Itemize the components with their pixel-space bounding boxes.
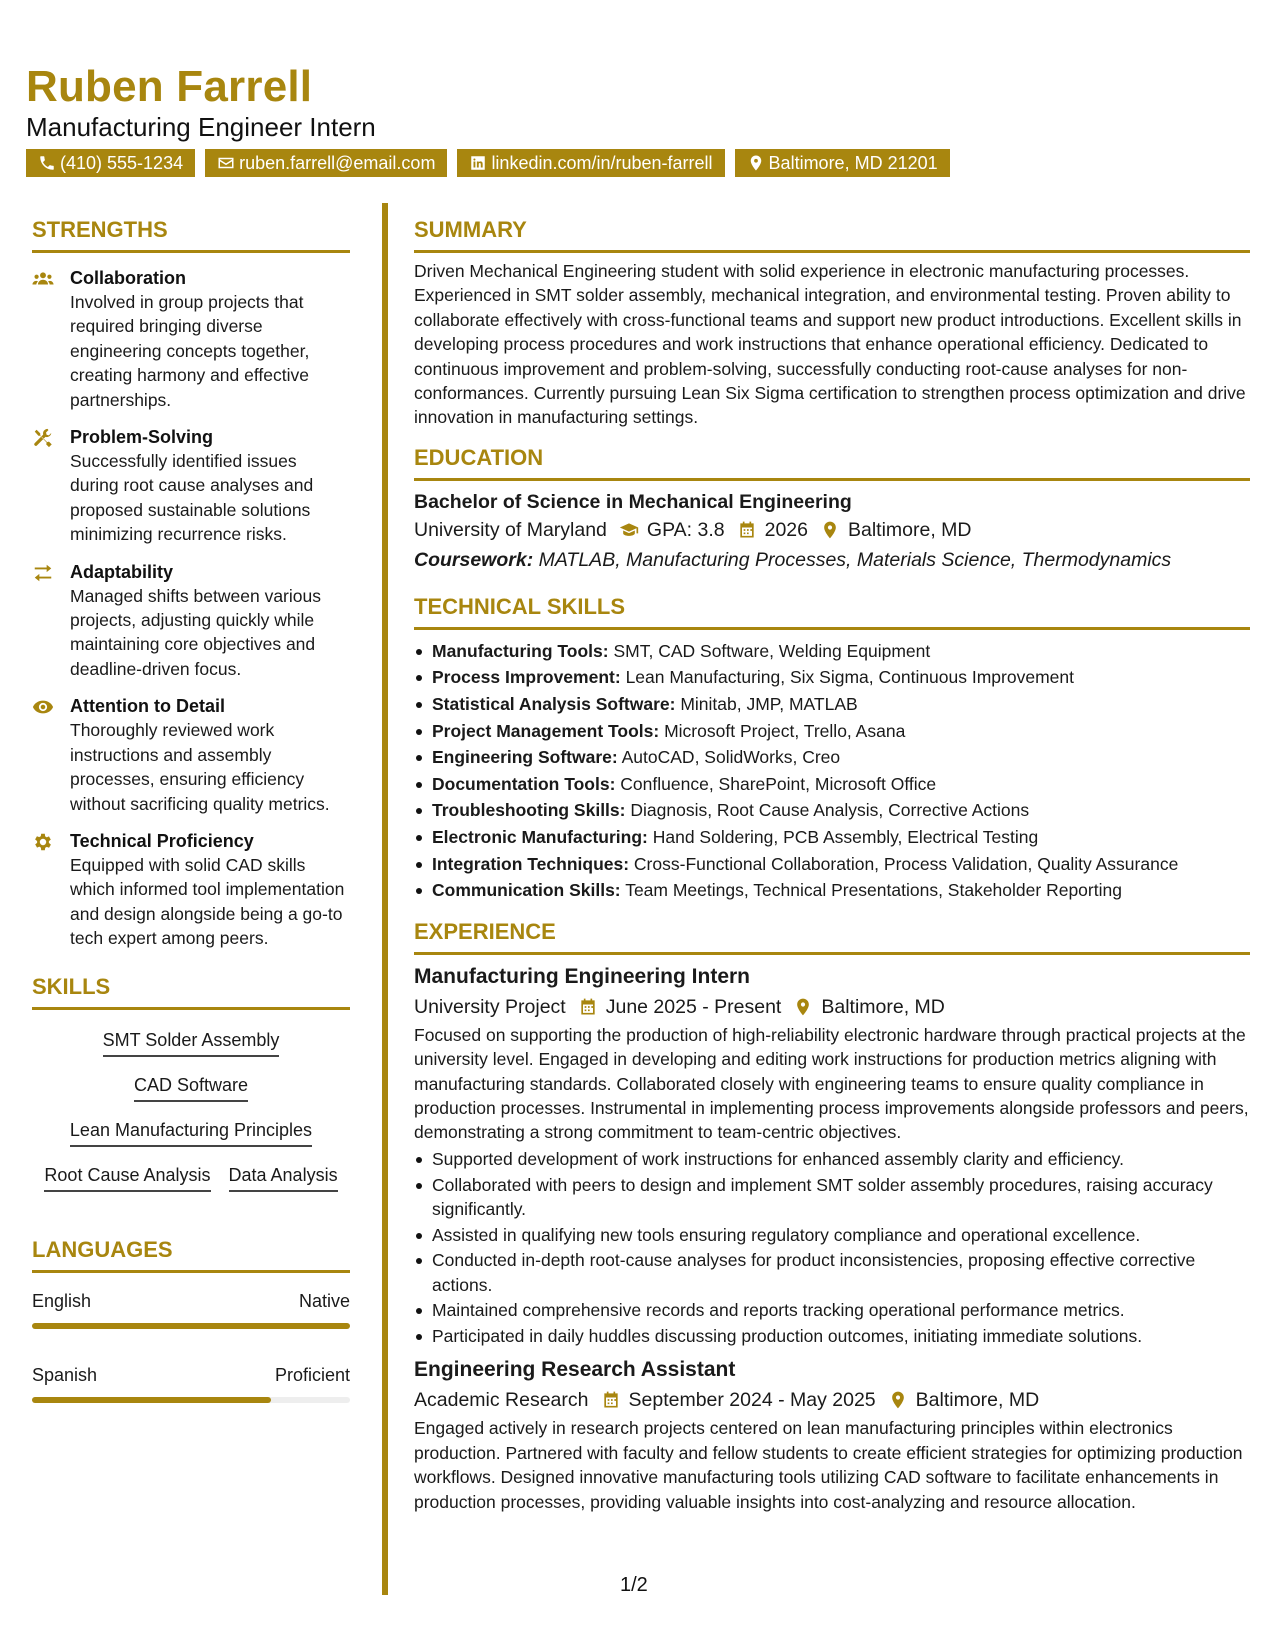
education-degree: Bachelor of Science in Mechanical Engineering [414, 490, 852, 513]
contact-linkedin[interactable] [457, 149, 724, 177]
tech-skill-label: Statistical Analysis Software: [432, 694, 676, 715]
strength-item [32, 266, 350, 412]
skill-tag: Data Analysis [229, 1163, 338, 1192]
tech-skill-value: Confluence, SharePoint, Microsoft Office [620, 773, 937, 794]
job-dates: June 2025 - Present [605, 995, 782, 1018]
education-heading: EDUCATION [414, 444, 1250, 481]
gear-icon [32, 831, 54, 853]
tools-icon [32, 427, 54, 449]
location-pin-icon [820, 520, 840, 540]
tech-skill-value: Microsoft Project, Trello, Asana [664, 720, 906, 741]
phone-icon [38, 154, 56, 172]
skills-list [32, 1028, 350, 1192]
language-name: English [32, 1290, 92, 1311]
tech-skill-label: Project Management Tools: [432, 720, 660, 741]
calendar-icon [601, 1390, 621, 1410]
strength-title: Problem-Solving [70, 427, 214, 448]
list-item [414, 638, 1250, 665]
language-bar [32, 1323, 350, 1329]
list-item [414, 824, 1250, 851]
eye-icon [32, 696, 54, 718]
list-item: Maintained comprehensive records and reports tracking operational performance metrics. [414, 1298, 1250, 1322]
tech-skill-label: Integration Techniques: [432, 853, 630, 874]
contact-phone[interactable] [26, 149, 195, 177]
list-item [414, 771, 1250, 798]
resume-header [26, 58, 1256, 177]
tech-skill-value: Minitab, JMP, MATLAB [680, 694, 858, 715]
technical-skills-list [414, 638, 1250, 904]
job-title: Engineering Research Assistant [414, 1358, 736, 1382]
contact-location-text: Baltimore, MD 21201 [768, 152, 938, 173]
language-item [32, 1289, 350, 1329]
strength-item [32, 829, 350, 951]
job-meta [414, 1384, 1250, 1416]
list-item [414, 851, 1250, 878]
job-entry [414, 1356, 1250, 1514]
list-item [414, 718, 1250, 745]
column-divider [382, 203, 388, 1595]
skill-tag: CAD Software [134, 1073, 248, 1102]
tech-skill-value: Lean Manufacturing, Six Sigma, Continuous Improvement [625, 667, 1074, 688]
strength-item [32, 425, 350, 547]
job-meta [414, 991, 1250, 1023]
contact-bar [26, 149, 1256, 177]
graduation-cap-icon [619, 520, 639, 540]
tech-skill-label: Manufacturing Tools: [432, 640, 609, 661]
strength-desc: Involved in group projects that required bringing diverse engineering concepts together, creating harmony and effective partnerships. [70, 292, 310, 410]
summary-heading: SUMMARY [414, 216, 1250, 253]
contact-location [735, 149, 950, 177]
job-org: Academic Research [414, 1389, 589, 1412]
list-item: Conducted in-depth root-cause analyses for product inconsistencies, proposing effective corrective actions. [414, 1248, 1250, 1296]
education-location: Baltimore, MD [847, 518, 972, 541]
list-item [414, 797, 1250, 824]
tech-skill-value: SMT, CAD Software, Welding Equipment [613, 640, 931, 661]
list-item [414, 691, 1250, 718]
contact-email-text: ruben.farrell@email.com [239, 152, 436, 173]
location-pin-icon [747, 154, 765, 172]
strength-title: Technical Proficiency [70, 830, 254, 851]
coursework-label: Coursework: [414, 548, 534, 571]
tech-skill-value: Diagnosis, Root Cause Analysis, Corrective Actions [630, 800, 1030, 821]
skill-tag: Root Cause Analysis [44, 1163, 210, 1192]
list-item [414, 744, 1250, 771]
skill-tag: SMT Solder Assembly [103, 1028, 280, 1057]
job-entry [414, 963, 1250, 1349]
tech-skill-value: Team Meetings, Technical Presentations, Stakeholder Reporting [625, 880, 1122, 901]
candidate-title: Manufacturing Engineer Intern [26, 112, 376, 142]
strength-title: Attention to Detail [70, 696, 225, 717]
list-item [414, 877, 1250, 904]
page-number: 1/2 [620, 1574, 648, 1596]
job-location: Baltimore, MD [821, 995, 945, 1018]
language-bar [32, 1397, 350, 1403]
language-bar-fill [32, 1323, 350, 1329]
calendar-icon [578, 997, 598, 1017]
language-bar-fill [32, 1397, 271, 1403]
education-gpa: GPA: 3.8 [646, 518, 725, 541]
contact-linkedin-text: linkedin.com/in/ruben-farrell [491, 152, 713, 173]
candidate-name: Ruben Farrell [26, 62, 313, 111]
job-description: Focused on supporting the production of high-reliability electronic hardware through practical projects at the university level. Engaged in developing and editing work instructions for production metrics aligning with manufacturing standards. Collaborated closely with engineering teams to ensure quality compliance in production processes. Instrumental in implementing process improvements alongside professors and peers, demonstrating a strong commitment to team-centric objectives. [414, 1024, 1249, 1143]
strength-desc: Thoroughly reviewed work instructions and assembly processes, ensuring efficiency without sacrificing quality metrics. [70, 720, 330, 814]
location-pin-icon [793, 997, 813, 1017]
contact-email[interactable] [205, 149, 447, 177]
education-meta [414, 515, 1250, 545]
calendar-icon [737, 520, 757, 540]
strengths-heading: STRENGTHS [32, 216, 350, 253]
tech-skill-label: Engineering Software: [432, 747, 618, 768]
coursework-text: MATLAB, Manufacturing Processes, Materials Science, Thermodynamics [538, 548, 1172, 571]
experience-heading: EXPERIENCE [414, 918, 1250, 955]
education-school: University of Maryland [414, 518, 607, 541]
arrows-exchange-icon [32, 562, 54, 584]
skill-tag: Lean Manufacturing Principles [70, 1118, 312, 1147]
list-item: Assisted in qualifying new tools ensuring regulatory compliance and operational excellence. [414, 1223, 1250, 1247]
strength-item [32, 694, 350, 816]
job-location: Baltimore, MD [915, 1389, 1040, 1412]
technical-skills-heading: TECHNICAL SKILLS [414, 593, 1250, 630]
tech-skill-label: Communication Skills: [432, 880, 621, 901]
job-dates: September 2024 - May 2025 [628, 1389, 876, 1412]
job-org: University Project [414, 995, 566, 1018]
strength-desc: Successfully identified issues during root cause analyses and proposed sustainable solutions minimizing recurrence risks. [70, 451, 314, 545]
tech-skill-label: Process Improvement: [432, 667, 621, 688]
job-title: Manufacturing Engineering Intern [414, 964, 751, 988]
linkedin-icon [469, 154, 487, 172]
tech-skill-label: Documentation Tools: [432, 773, 616, 794]
tech-skill-label: Troubleshooting Skills: [432, 800, 626, 821]
job-bullets [414, 1147, 1250, 1349]
strength-desc: Equipped with solid CAD skills which informed tool implementation and design alongside being a go-to tech expert among peers. [70, 854, 345, 949]
contact-phone-text: (410) 555-1234 [60, 152, 184, 173]
strength-title: Collaboration [70, 268, 186, 288]
strength-title: Adaptability [70, 561, 174, 582]
list-item [414, 664, 1250, 691]
strength-item [32, 560, 350, 682]
tech-skill-label: Electronic Manufacturing: [432, 827, 648, 847]
language-name: Spanish [32, 1364, 98, 1385]
list-item: Collaborated with peers to design and implement SMT solder assembly procedures, raising accuracy significantly. [414, 1173, 1250, 1221]
users-icon [32, 268, 54, 290]
summary-text: Driven Mechanical Engineering student with solid experience in electronic manufacturing processes. Experienced in SMT solder assembly, mechanical integration, and environmental testing. Proven ability to collaborate effectively with cross-functional teams and support new product introductions. Excellent skills in developing process procedures and work instructions that enhance operational efficiency. Dedicated to continuous improvement and problem-solving, successfully conducting root-cause analyses for non-conformances. Currently pursuing Lean Six Sigma certification to strengthen process optimization and drive innovation in manufacturing settings. [414, 261, 1246, 428]
tech-skill-value: Hand Soldering, PCB Assembly, Electrical Testing [652, 827, 1039, 847]
education-year: 2026 [764, 518, 808, 541]
left-column [32, 216, 350, 1403]
tech-skill-value: AutoCAD, SolidWorks, Creo [621, 747, 841, 768]
language-level: Native [298, 1290, 350, 1311]
language-item [32, 1363, 350, 1403]
education-coursework [414, 545, 1250, 575]
strength-desc: Managed shifts between various projects, adjusting quickly while maintaining core objectives and deadline-driven focus. [70, 585, 321, 679]
tech-skill-value: Cross-Functional Collaboration, Process Validation, Quality Assurance [633, 853, 1179, 874]
languages-heading: LANGUAGES [32, 1236, 350, 1273]
list-item: Supported development of work instructions for enhanced assembly clarity and efficiency. [414, 1147, 1250, 1171]
language-level: Proficient [274, 1364, 350, 1385]
right-column [414, 216, 1250, 1514]
location-pin-icon [888, 1390, 908, 1410]
list-item: Participated in daily huddles discussing production outcomes, initiating immediate solutions. [414, 1324, 1250, 1348]
job-description: Engaged actively in research projects centered on lean manufacturing principles within electronics production. Partnered with faculty and fellow students to create efficient strategies for optimizing production workflows. Designed innovative manufacturing tools utilizing CAD software to facilitate enhancements in production processes, providing valuable insights into cost-analyzing and resource allocation. [414, 1418, 1243, 1512]
skills-heading: SKILLS [32, 973, 350, 1010]
envelope-icon [217, 154, 235, 172]
